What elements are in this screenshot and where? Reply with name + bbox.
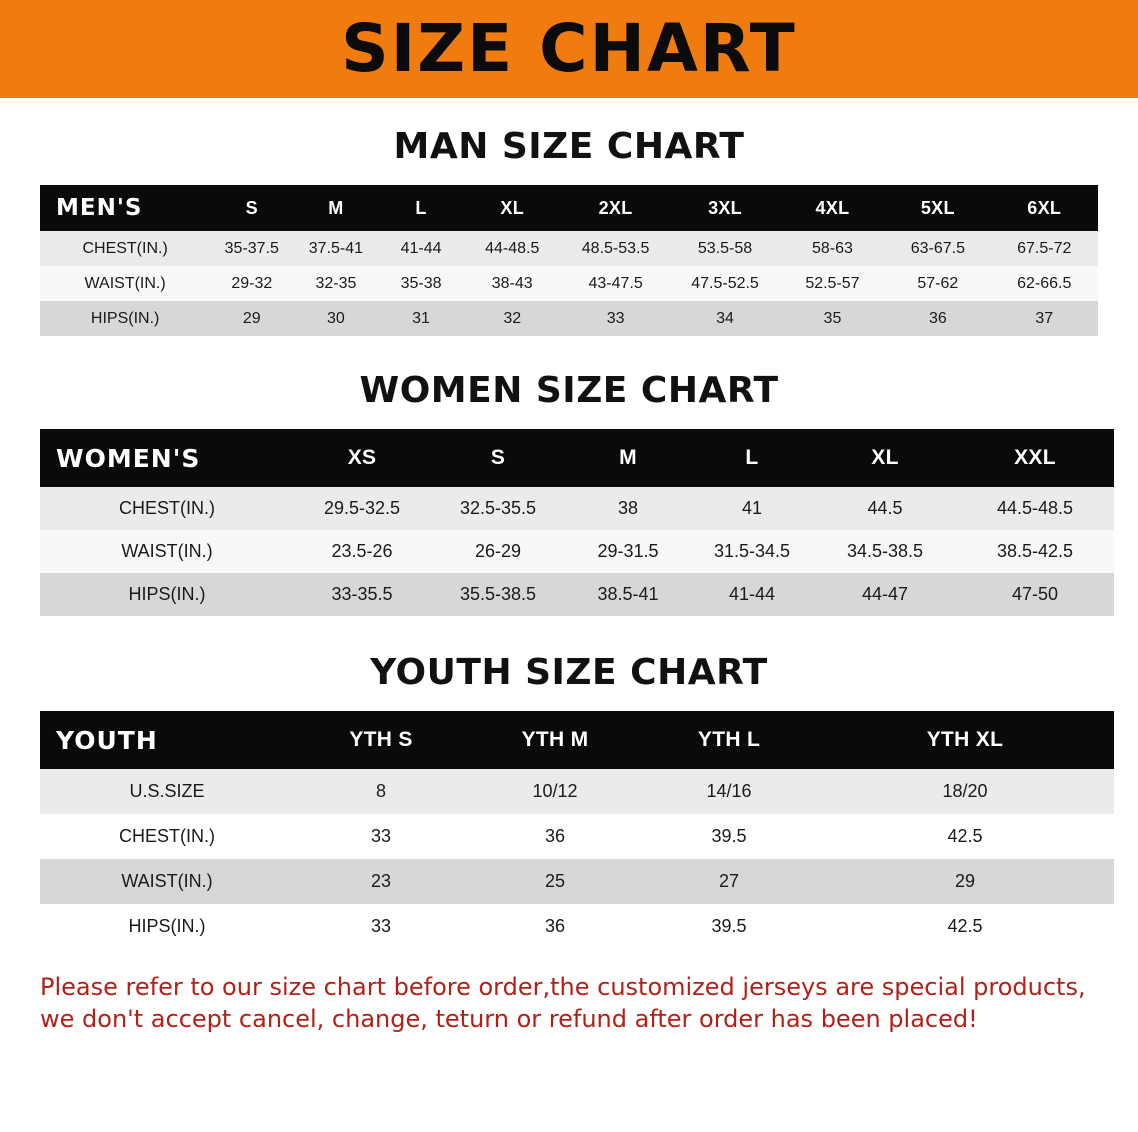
man-cell-2-1: 30 [293,301,378,336]
women-section-heading: WOMEN SIZE CHART [359,370,779,411]
youth-header-cell-4: YTH XL [816,711,1114,769]
women-cell-0-5: 44.5-48.5 [956,487,1114,530]
page-title: SIZE CHART [341,10,797,87]
man-cell-2-4: 33 [561,301,670,336]
man-cell-2-3: 32 [464,301,561,336]
policy-note-line-1: Please refer to our size chart before order,the customized jerseys are special products, [40,973,1086,1001]
man-cell-0-4: 48.5-53.5 [561,231,670,266]
man-row-1-label: WAIST(IN.) [40,266,210,301]
man-cell-0-7: 63-67.5 [885,231,990,266]
women-cell-2-4: 44-47 [814,573,956,616]
youth-cell-2-1: 25 [468,859,642,904]
youth-header-cell-3: YTH L [642,711,816,769]
table-row [40,769,1114,814]
youth-table-wrap [40,711,1098,949]
man-header-cell-9: 6XL [991,185,1098,231]
women-cell-2-3: 41-44 [690,573,814,616]
youth-cell-0-0: 8 [294,769,468,814]
table-row [40,487,1114,530]
man-cell-2-0: 29 [210,301,293,336]
women-cell-2-5: 47-50 [956,573,1114,616]
table-row [40,573,1114,616]
youth-row-2-label: WAIST(IN.) [40,859,294,904]
man-header-cell-3: L [378,185,463,231]
man-cell-0-3: 44-48.5 [464,231,561,266]
women-cell-0-1: 32.5-35.5 [430,487,566,530]
man-header-cell-5: 2XL [561,185,670,231]
women-cell-0-2: 38 [566,487,690,530]
youth-cell-1-2: 39.5 [642,814,816,859]
policy-note [40,971,1098,1036]
women-cell-1-4: 34.5-38.5 [814,530,956,573]
youth-size-table [40,711,1114,949]
table-row [40,301,1098,336]
man-cell-1-4: 43-47.5 [561,266,670,301]
man-header-cell-7: 4XL [780,185,885,231]
women-cell-1-1: 26-29 [430,530,566,573]
youth-row-3-label: HIPS(IN.) [40,904,294,949]
man-cell-2-7: 36 [885,301,990,336]
women-header-cell-5: XL [814,429,956,487]
youth-table-body [40,769,1114,949]
women-cell-0-0: 29.5-32.5 [294,487,430,530]
women-cell-1-5: 38.5-42.5 [956,530,1114,573]
table-row [40,904,1114,949]
women-cell-0-3: 41 [690,487,814,530]
man-header-cell-6: 3XL [670,185,779,231]
table-row [40,530,1114,573]
youth-cell-3-2: 39.5 [642,904,816,949]
man-header-cell-2: M [293,185,378,231]
women-cell-1-0: 23.5-26 [294,530,430,573]
policy-note-line-2: we don't accept cancel, change, teturn or refund after order has been placed! [40,1005,978,1034]
women-header-cell-3: M [566,429,690,487]
youth-cell-3-3: 42.5 [816,904,1114,949]
man-cell-1-1: 32-35 [293,266,378,301]
table-header-row [40,711,1114,769]
man-cell-2-6: 35 [780,301,885,336]
youth-cell-0-1: 10/12 [468,769,642,814]
youth-cell-3-0: 33 [294,904,468,949]
women-cell-2-1: 35.5-38.5 [430,573,566,616]
women-cell-0-4: 44.5 [814,487,956,530]
man-cell-1-6: 52.5-57 [780,266,885,301]
women-header-cell-6: XXL [956,429,1114,487]
man-row-0-label: CHEST(IN.) [40,231,210,266]
women-row-0-label: CHEST(IN.) [40,487,294,530]
man-cell-0-0: 35-37.5 [210,231,293,266]
man-cell-1-2: 35-38 [378,266,463,301]
table-row [40,859,1114,904]
youth-cell-2-0: 23 [294,859,468,904]
man-cell-1-7: 57-62 [885,266,990,301]
youth-header-cell-2: YTH M [468,711,642,769]
man-header-cell-0: MEN'S [40,185,210,231]
man-section-heading: MAN SIZE CHART [393,126,745,167]
women-cell-2-0: 33-35.5 [294,573,430,616]
youth-header-cell-0: YOUTH [40,711,294,769]
youth-cell-2-3: 29 [816,859,1114,904]
table-row [40,266,1098,301]
man-row-2-label: HIPS(IN.) [40,301,210,336]
youth-cell-1-3: 42.5 [816,814,1114,859]
women-table-wrap [40,429,1098,616]
women-cell-2-2: 38.5-41 [566,573,690,616]
women-size-table [40,429,1114,616]
man-cell-1-8: 62-66.5 [991,266,1098,301]
man-cell-0-2: 41-44 [378,231,463,266]
man-size-table [40,185,1098,336]
man-cell-0-5: 53.5-58 [670,231,779,266]
man-table-body [40,231,1098,336]
man-cell-0-1: 37.5-41 [293,231,378,266]
youth-row-1-label: CHEST(IN.) [40,814,294,859]
women-cell-1-3: 31.5-34.5 [690,530,814,573]
table-header-row [40,185,1098,231]
youth-cell-2-2: 27 [642,859,816,904]
women-row-2-label: HIPS(IN.) [40,573,294,616]
youth-cell-3-1: 36 [468,904,642,949]
man-cell-2-8: 37 [991,301,1098,336]
women-header-cell-0: WOMEN'S [40,429,294,487]
table-row [40,814,1114,859]
women-header-cell-1: XS [294,429,430,487]
table-header-row [40,429,1114,487]
man-table-header [40,185,1098,231]
women-table-body [40,487,1114,616]
women-header-cell-2: S [430,429,566,487]
youth-header-cell-1: YTH S [294,711,468,769]
man-table-wrap [40,185,1098,336]
youth-cell-1-1: 36 [468,814,642,859]
table-row [40,231,1098,266]
youth-cell-1-0: 33 [294,814,468,859]
youth-cell-0-2: 14/16 [642,769,816,814]
youth-table-header [40,711,1114,769]
man-cell-0-8: 67.5-72 [991,231,1098,266]
man-cell-2-5: 34 [670,301,779,336]
women-header-cell-4: L [690,429,814,487]
youth-cell-0-3: 18/20 [816,769,1114,814]
man-header-cell-1: S [210,185,293,231]
man-cell-1-0: 29-32 [210,266,293,301]
man-header-cell-8: 5XL [885,185,990,231]
man-cell-1-3: 38-43 [464,266,561,301]
youth-section-heading: YOUTH SIZE CHART [370,652,768,693]
women-cell-1-2: 29-31.5 [566,530,690,573]
women-table-header [40,429,1114,487]
page-banner [0,0,1138,98]
man-cell-0-6: 58-63 [780,231,885,266]
man-header-cell-4: XL [464,185,561,231]
youth-row-0-label: U.S.SIZE [40,769,294,814]
man-cell-1-5: 47.5-52.5 [670,266,779,301]
women-row-1-label: WAIST(IN.) [40,530,294,573]
man-cell-2-2: 31 [378,301,463,336]
